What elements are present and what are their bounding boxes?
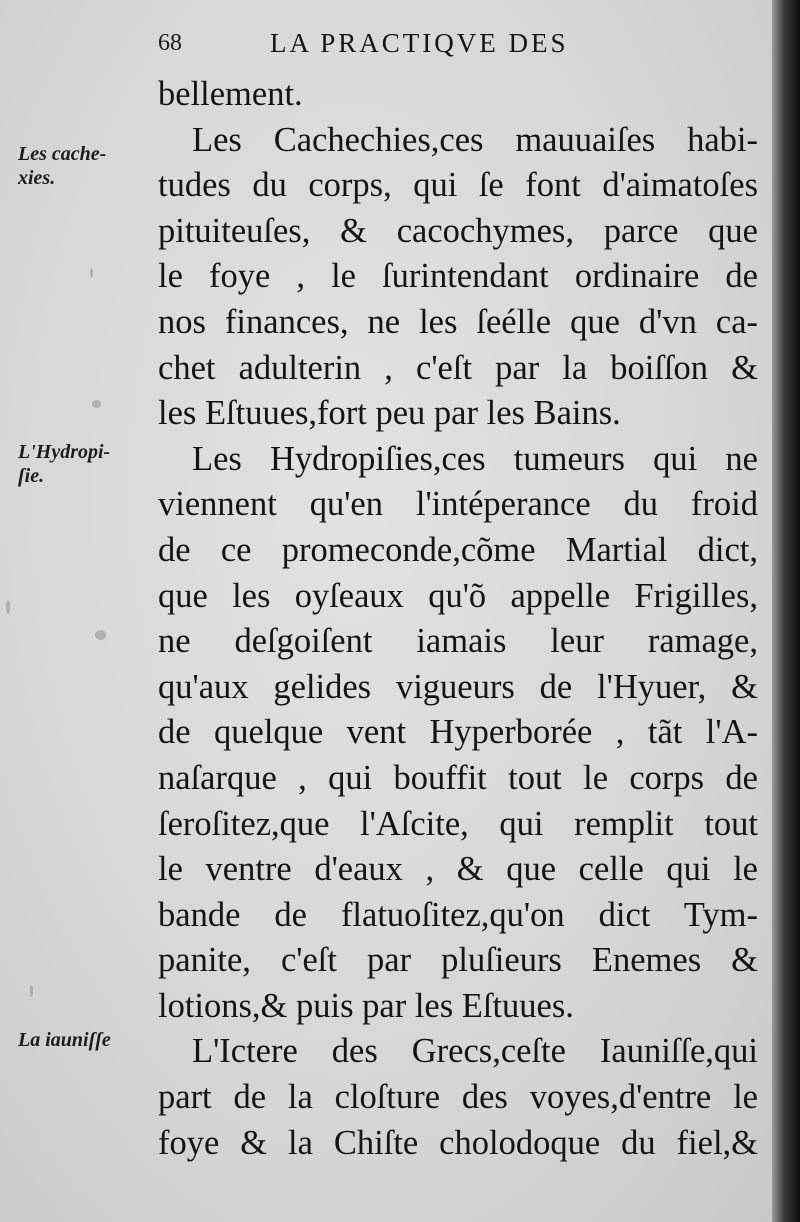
- text-line: ne deſgoiſent iamais leur ramage,: [158, 622, 758, 661]
- margin-note-line: xies.: [18, 167, 56, 189]
- book-binding-edge: [772, 0, 800, 1222]
- text-line: tudes du corps, qui ſe font d'aimatoſes: [158, 166, 758, 205]
- paper-speck: [30, 985, 33, 997]
- text-line: le ventre d'eaux , & que celle qui le: [158, 850, 758, 889]
- margin-note-cachexies: [18, 142, 106, 190]
- text-line: naſarque , qui bouffit tout le corps de: [158, 758, 758, 797]
- paper-speck: [90, 268, 93, 278]
- paper-speck: [95, 630, 106, 640]
- margin-note-line: Les cache-: [18, 143, 107, 165]
- text-line: viennent qu'en l'intéperance du froid: [158, 485, 758, 524]
- text-line: les Eſtuues,fort peu par les Bains.: [158, 394, 621, 433]
- text-line: lotions,& puis par les Eſtuues.: [158, 986, 574, 1025]
- text-line: part de la cloſture des voyes,d'entre le: [158, 1078, 758, 1117]
- text-line: Les Hydropiſies,ces tumeurs qui ne: [192, 439, 758, 478]
- paper-speck: [6, 600, 10, 614]
- body-text: [158, 72, 758, 1166]
- text-line: que les oyſeaux qu'õ appelle Frigilles,: [158, 576, 758, 615]
- running-head: [158, 28, 718, 64]
- text-line: pituiteuſes, & cacochymes, parce que: [158, 211, 758, 250]
- text-line: L'Ictere des Grecs,ceſte Iauniſſe,qui: [192, 1032, 758, 1071]
- text-line: de ce promeconde,cõme Martial dict,: [158, 530, 758, 569]
- running-title: LA PRACTIQVE DES: [270, 28, 569, 58]
- margin-note-line: ſie.: [18, 465, 45, 487]
- text-line: chet adulterin , c'eſt par la boiſſon &: [158, 348, 758, 387]
- text-line: de quelque vent Hyperborée , tãt l'A-: [158, 713, 758, 752]
- text-line: Les Cachechies,ces mauuaiſes habi-: [192, 120, 758, 159]
- text-line: le foye , le ſurintendant ordinaire de: [158, 257, 758, 296]
- margin-note-line: L'Hydropi-: [18, 441, 111, 463]
- text-line: bande de flatuoſitez,qu'on dict Tym-: [158, 895, 758, 934]
- margin-note-line: La iauniſſe: [18, 1029, 111, 1051]
- margin-note-iaunisse: [18, 1028, 111, 1052]
- page-number: 68: [158, 30, 182, 56]
- text-line: panite, c'eſt par pluſieurs Enemes &: [158, 941, 758, 980]
- text-line: ſeroſitez,que l'Aſcite, qui remplit tout: [158, 804, 758, 843]
- text-line: nos finances, ne les ſeélle que d'vn ca-: [158, 302, 758, 341]
- margin-note-hydropisie: [18, 440, 110, 488]
- text-line: foye & la Chiſte cholodoque du fiel,&: [158, 1123, 758, 1162]
- paper-speck: [92, 400, 101, 408]
- text-line: bellement.: [158, 75, 303, 113]
- text-line: qu'aux gelides vigueurs de l'Hyuer, &: [158, 667, 758, 706]
